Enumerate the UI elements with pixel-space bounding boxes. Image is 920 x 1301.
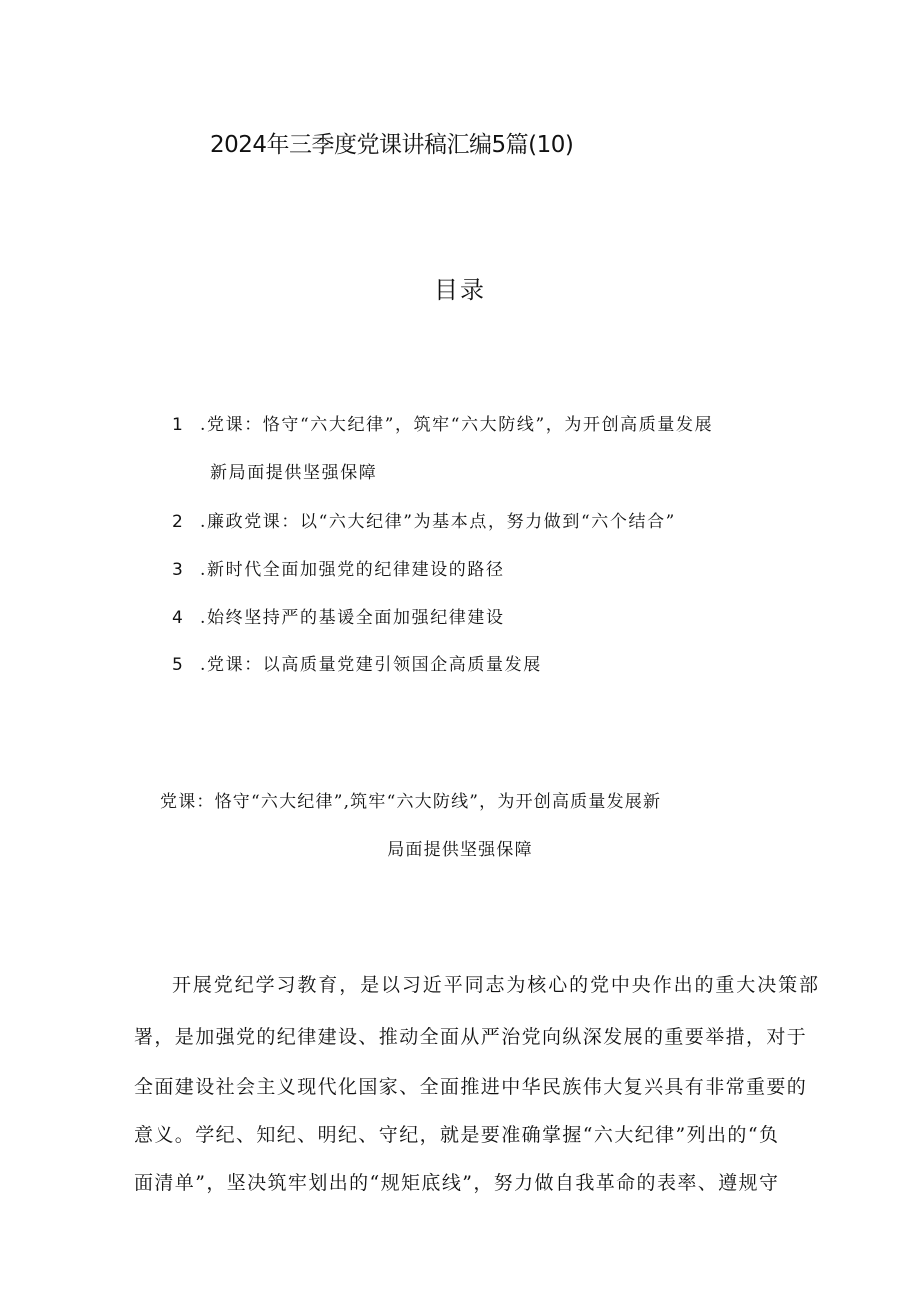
toc-item-label: .新时代全面加强党的纪律建设的路径: [200, 560, 505, 580]
toc-item-label: .党课：以高质量党建引领国企高质量发展: [200, 655, 542, 675]
toc-item-2[interactable]: [172, 507, 676, 532]
body-paragraph-line: 意义。学纪、知纪、明纪、守纪，就是要准确掌握“六大纪律”列出的“负: [134, 1124, 780, 1146]
body-paragraph-line: 开展党纪学习教育，是以习近平同志为核心的党中央作出的重大决策部: [172, 974, 820, 996]
section-title-line-1: 党课：恪守“六大纪律”,筑牢“六大防线”，为开创高质量发展新: [160, 792, 662, 812]
toc-item-number: 2: [172, 512, 185, 532]
toc-item-1-continuation: 新局面提供坚强保障: [210, 463, 378, 483]
body-paragraph-line: 署，是加强党的纪律建设、推动全面从严治党向纵深发展的重要举措，对于: [134, 1026, 808, 1048]
body-paragraph-line: 全面建设社会主义现代化国家、全面推进中华民族伟大复兴具有非常重要的: [134, 1076, 808, 1098]
toc-item-5[interactable]: [172, 650, 542, 675]
toc-item-label: .党课：恪守“六大纪律”，筑牢“六大防线”，为开创高质量发展: [200, 415, 714, 435]
toc-item-label: .始终坚持严的基谖全面加强纪律建设: [200, 608, 505, 628]
toc-item-number: 1: [172, 415, 185, 435]
toc-item-number: 4: [172, 608, 185, 628]
section-title-line-2: 局面提供坚强保障: [387, 840, 533, 860]
toc-item-3[interactable]: [172, 555, 505, 580]
body-paragraph-line: 面清单”，坚决筑牢划出的“规矩底线”，努力做自我革命的表率、遵规守: [134, 1172, 780, 1194]
toc-item-label: .廉政党课：以“六大纪律”为基本点，努力做到“六个结合”: [200, 512, 676, 532]
document-title: 2024年三季度党课讲稿汇编5篇(10): [210, 132, 574, 158]
toc-item-4[interactable]: [172, 603, 505, 628]
toc-item-1[interactable]: [172, 410, 713, 435]
toc-heading: 目录: [434, 276, 486, 304]
toc-item-number: 3: [172, 560, 185, 580]
toc-item-number: 5: [172, 655, 185, 675]
